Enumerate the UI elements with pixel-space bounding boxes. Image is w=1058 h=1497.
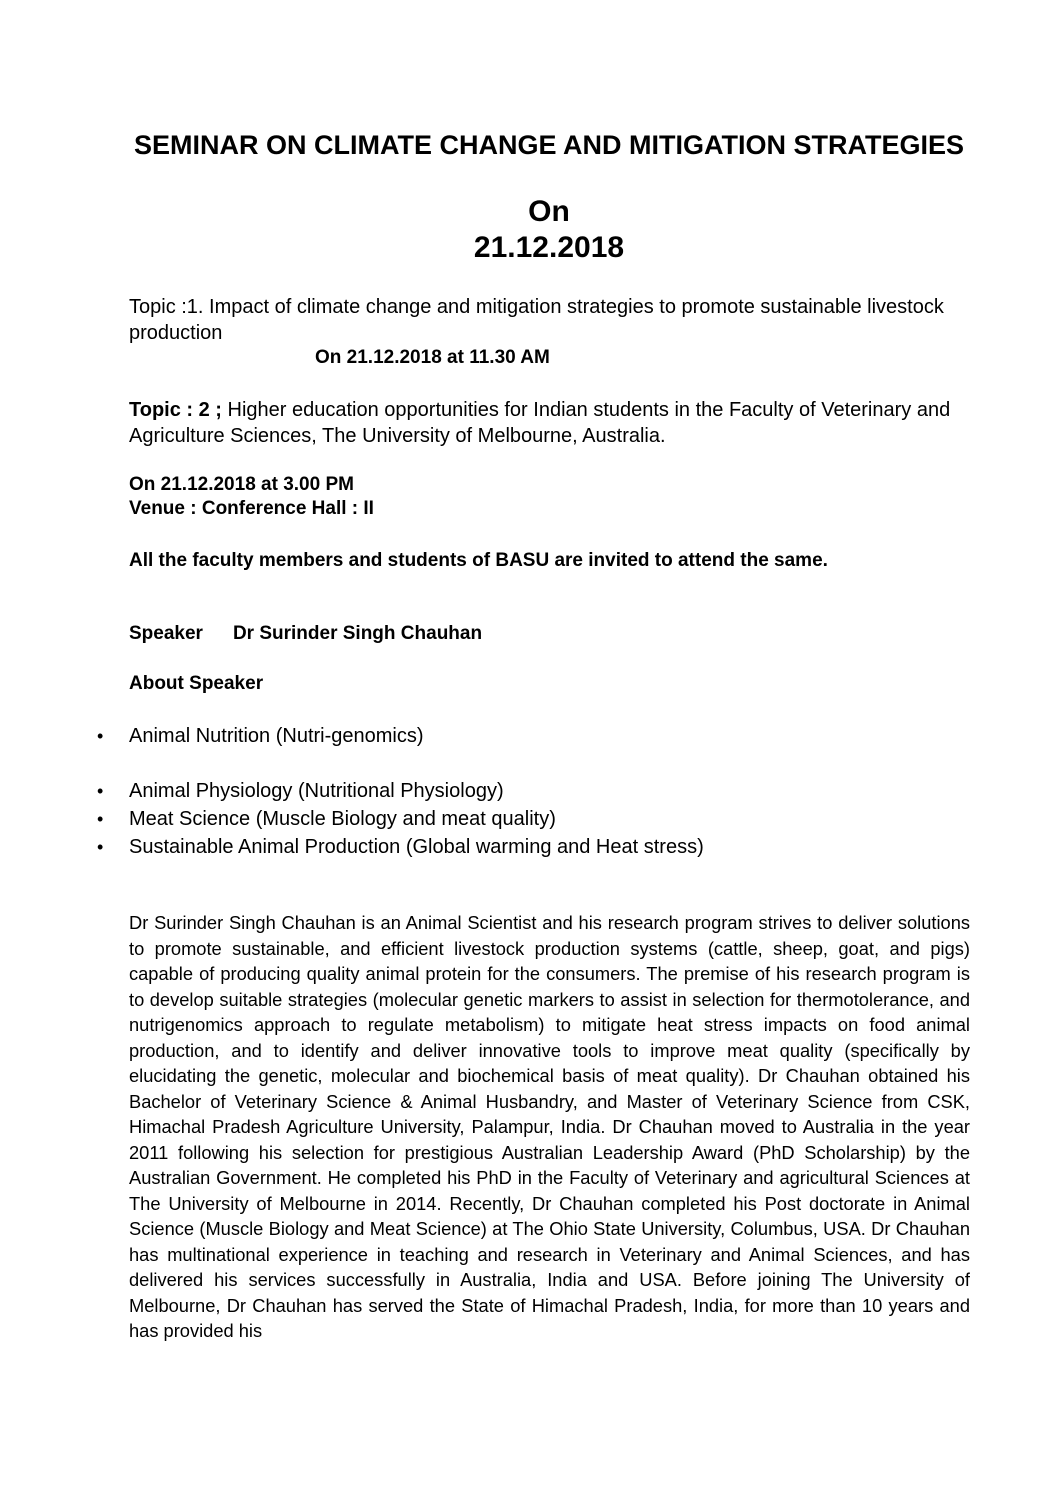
speaker-line [129, 621, 969, 647]
topic-1-time: On 21.12.2018 at 11.30 AM [315, 347, 550, 368]
bullet-icon: • [97, 809, 104, 829]
bullet-icon: • [97, 726, 104, 746]
bullet-icon: • [97, 781, 104, 801]
about-speaker-heading: About Speaker [129, 673, 264, 694]
title-on: On [528, 195, 570, 228]
title-date: 21.12.2018 [473, 231, 625, 264]
topic-2-text: Higher education opportunities for Indian students in the Faculty of Veterinary and Agriculture Sciences, The University of Melbourne, Australia. [129, 399, 951, 447]
list-item: • Animal Physiology (Nutritional Physiology) [97, 780, 504, 802]
speaker-name: Dr Surinder Singh Chauhan [232, 623, 483, 644]
list-item: • Animal Nutrition (Nutri-genomics) [97, 725, 424, 747]
topic-2 [129, 397, 969, 449]
topic-2-time: On 21.12.2018 at 3.00 PM [129, 474, 354, 495]
speaker-bio: Dr Surinder Singh Chauhan is an Animal Scientist and his research program strives to deliver solutions to promote sustainable, and efficient livestock production systems (cattle, sheep, goat, and pigs) capable of producing quality animal protein for the consumers. The premise of his research program is to develop suitable strategies (molecular genetic markers to assist in selection for thermotolerance, and nutrigenomics approach to regulate metabolism) to mitigate heat stress impacts on food animal production, and to identify and deliver innovative tools to improve meat quality (specifically by elucidating the genetic, molecular and biochemical basis of meat quality). Dr Chauhan obtained his Bachelor of Veterinary Science & Animal Husbandry, and Master of Veterinary Science from CSK, Himachal Pradesh Agriculture University, Palampur, India. Dr Chauhan moved to Australia in the year 2011 following his selection for prestigious Australian Leadership Award (PhD Scholarship) by the Australian Government. He completed his PhD in the Faculty of Veterinary and agricultural Sciences at The University of Melbourne in 2014. Recently, Dr Chauhan completed his Post doctorate in Animal Science (Muscle Biology and Meat Science) at The Ohio State University, Columbus, USA. Dr Chauhan has multinational experience in teaching and research in Veterinary and Animal Sciences, and has delivered his services successfully in Australia, India and USA. Before joining The University of Melbourne, Dr Chauhan has served the State of Himachal Pradesh, India, for more than 10 years and has provided his [129, 912, 970, 1341]
page-title: SEMINAR ON CLIMATE CHANGE AND MITIGATION STRATEGIES [134, 130, 964, 160]
bullet-icon: • [97, 837, 104, 857]
invitation: All the faculty members and students of BASU are invited to attend the same. [129, 550, 828, 571]
venue: Venue : Conference Hall : II [129, 498, 374, 519]
topic-1-text: Topic :1. Impact of climate change and mitigation strategies to promote sustainable livestock production [129, 296, 944, 344]
list-item: • Sustainable Animal Production (Global warming and Heat stress) [97, 836, 704, 858]
speaker-label: Speaker [129, 623, 203, 644]
list-item: • Meat Science (Muscle Biology and meat quality) [97, 808, 556, 830]
topic-2-label: Topic : 2 ; [129, 399, 222, 421]
